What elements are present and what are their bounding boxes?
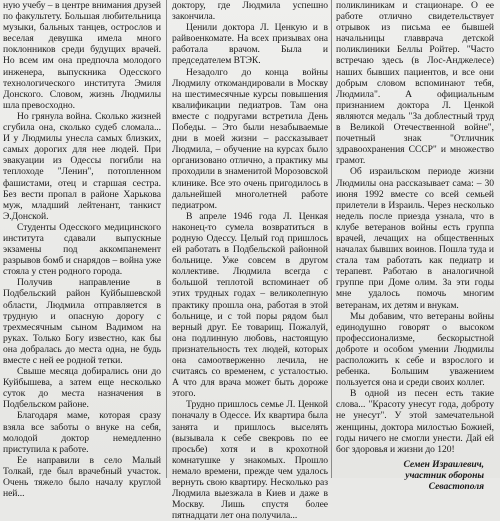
article-column-1 <box>3 0 161 500</box>
author-signature <box>336 459 494 492</box>
signature-line: Севастополя <box>428 481 484 493</box>
signature-line: участник обороны <box>405 469 484 481</box>
paragraph: Свыше месяца добирались они до Куйбышева, а затем еще несколько суток до места назначения в Подбельском районе. <box>3 366 161 411</box>
paragraph: Получив направление в Подбельский район Куйбышевской области, Людмила отправляется в трудную и опасную дорогу с трехмесячным сыном Вадимом на руках. Только Богу известно, как бы она добралась до места одна, не будь вместе с ней ее родной тетки. <box>3 277 161 366</box>
signature-line: Семен Израилевич, <box>403 458 484 470</box>
paragraph: В одной из песен есть такие слова... "Красоту унесут года, доброту не унесут". У этой замечательной женщины, доктора милостью Божией, годы ничего не смогли унести. Дай ей бог здоровья и жизни до 120! <box>336 388 494 455</box>
paragraph: Незадолго до конца войны Людмилу откомандировали в Москву на шестимесячные курсы повышения квалификации педиатров. Там она вместе с подругами встретила День Победы. – Это были незабываемые дни в моей жизни – рассказывает Людмила, – обучение на курсах было организовано отлично, а практику мы проходили в знаменитой Морозовской клинике. Все это очень пригодилось в дальнейшей многолетней работе педиатром. <box>172 66 328 211</box>
paragraph: ную учебу – в центре внимания друзей по факультету. Большая любительница музыки, бальных танцев, острослов и веселая девушка имела много поклонников среди будущих врачей. Но всем им она предпочла молодого инженера, выпускника Одесского технологического института Эмиля Донского. Словом, жизнь Людмилы шла превосходно. <box>3 0 161 111</box>
column-divider <box>166 0 167 478</box>
paragraph: поликлиникам и стационаре. О ее работе отлично свидетельствует отрывок из письма ее бывшей начальницы главврача детской поликлиники Беллы Ройтер. "Часто встречаю здесь (в Лос-Анджелесе) наших бывших пациентов, и все они добрым словом вспоминают тебя, Людмила". А официальным признанием доктора Л. Ценкой являются медаль "За доблестный труд в Великой Отечественной войне", почетный знак "Отличник здравоохранения СССР" и множество грамот. <box>336 0 494 167</box>
paragraph: Ее направили в село Малый Толкай, где был врачебный участок. Очень тяжело было началу круглой ней... <box>3 454 161 500</box>
article-column-3 <box>336 0 494 493</box>
paragraph: В апреле 1946 года Л. Ценкая наконец-то сумела возвратиться в родную Одессу. Целый год пришлось ей работать в Подбельской районной больнице. Уже совсем в другом коллективе. Людмила всегда с большой теплотой вспоминает об этих трудных годах – великолепную практику прошла она, работая в этой больнице, и с той поры рядом был верный друг. Ее товарищ. Пожалуй, она подлинную любовь, настоящую признательность тех людей, которых она самоотверженно лечила, не считаясь со временем, с усталостью. А что для врача может быть дороже этого. <box>172 210 328 400</box>
paragraph: Мы добавим, что ветераны войны единодушно говорят о высоком профессионализме, бескорыстной доброте и особом умении Людмилы расположить к себе и взрослого и ребенка. Большим уважением пользуется она и среди своих коллег. <box>336 310 494 389</box>
paragraph: Студенты Одесского медицинского института сдавали выпускные экзамены под аккомпанемент разрывов бомб и снарядов – война уже стояла у стен родного города. <box>3 221 161 278</box>
paragraph: Благодаря маме, которая сразу взяла все заботы о внуке на себя, молодой доктор немедленно приступила к работе. <box>3 410 161 455</box>
article-column-2 <box>172 0 328 521</box>
column-divider <box>331 0 332 478</box>
paragraph: Трудно пришлось семье Л. Ценкой поначалу в Одессе. Их квартира была занята и пришлось выселять (вызывала к себе свекровь по ее просьбе) хотя и в крохотной комнатушке у знакомых. Прошло немало времени, прежде чем удалось вернуть свою квартиру. Несколько раз Людмила выезжала в Киев и даже в Москву. Лишь спустя более пятнадцати лет она получила... <box>172 399 328 521</box>
paragraph: Об израильском периоде жизни Людмилы она рассказывает сама: – 30 июня 1992 вместе со всей семьей прилетели в Израиль. Через несколько недель после приезда узнала, что в клубе ветеранов войны есть группа врачей, лечащих на общественных началах бывших воинов. Пошла туда и стала там работать как педиатр и терапевт. Работаю в аналогичной группе при Доме олим. За эти годы мне удалось помочь многим ветеранам, их детям и внукам. <box>336 166 494 311</box>
paragraph: Но грянула война. Сколько жизней сгубила она, сколько судеб сломала... И у Людмилы унесла самых близких, самых дорогих для нее людей. При эвакуации из Одессы погибли на теплоходе "Ленин", потопленном фашистами, отец и старшая сестра. Без вести пропал в районе Харькова муж, младший лейтенант, танкист Э.Донской. <box>3 110 161 222</box>
paragraph: Ценили доктора Л. Ценкую и в райвоенкомате. На всех призывах она работала врачом. Была и председателем ВТЭК. <box>172 22 328 67</box>
paragraph: доктору, где Людмила успешно закончила. <box>172 0 328 23</box>
